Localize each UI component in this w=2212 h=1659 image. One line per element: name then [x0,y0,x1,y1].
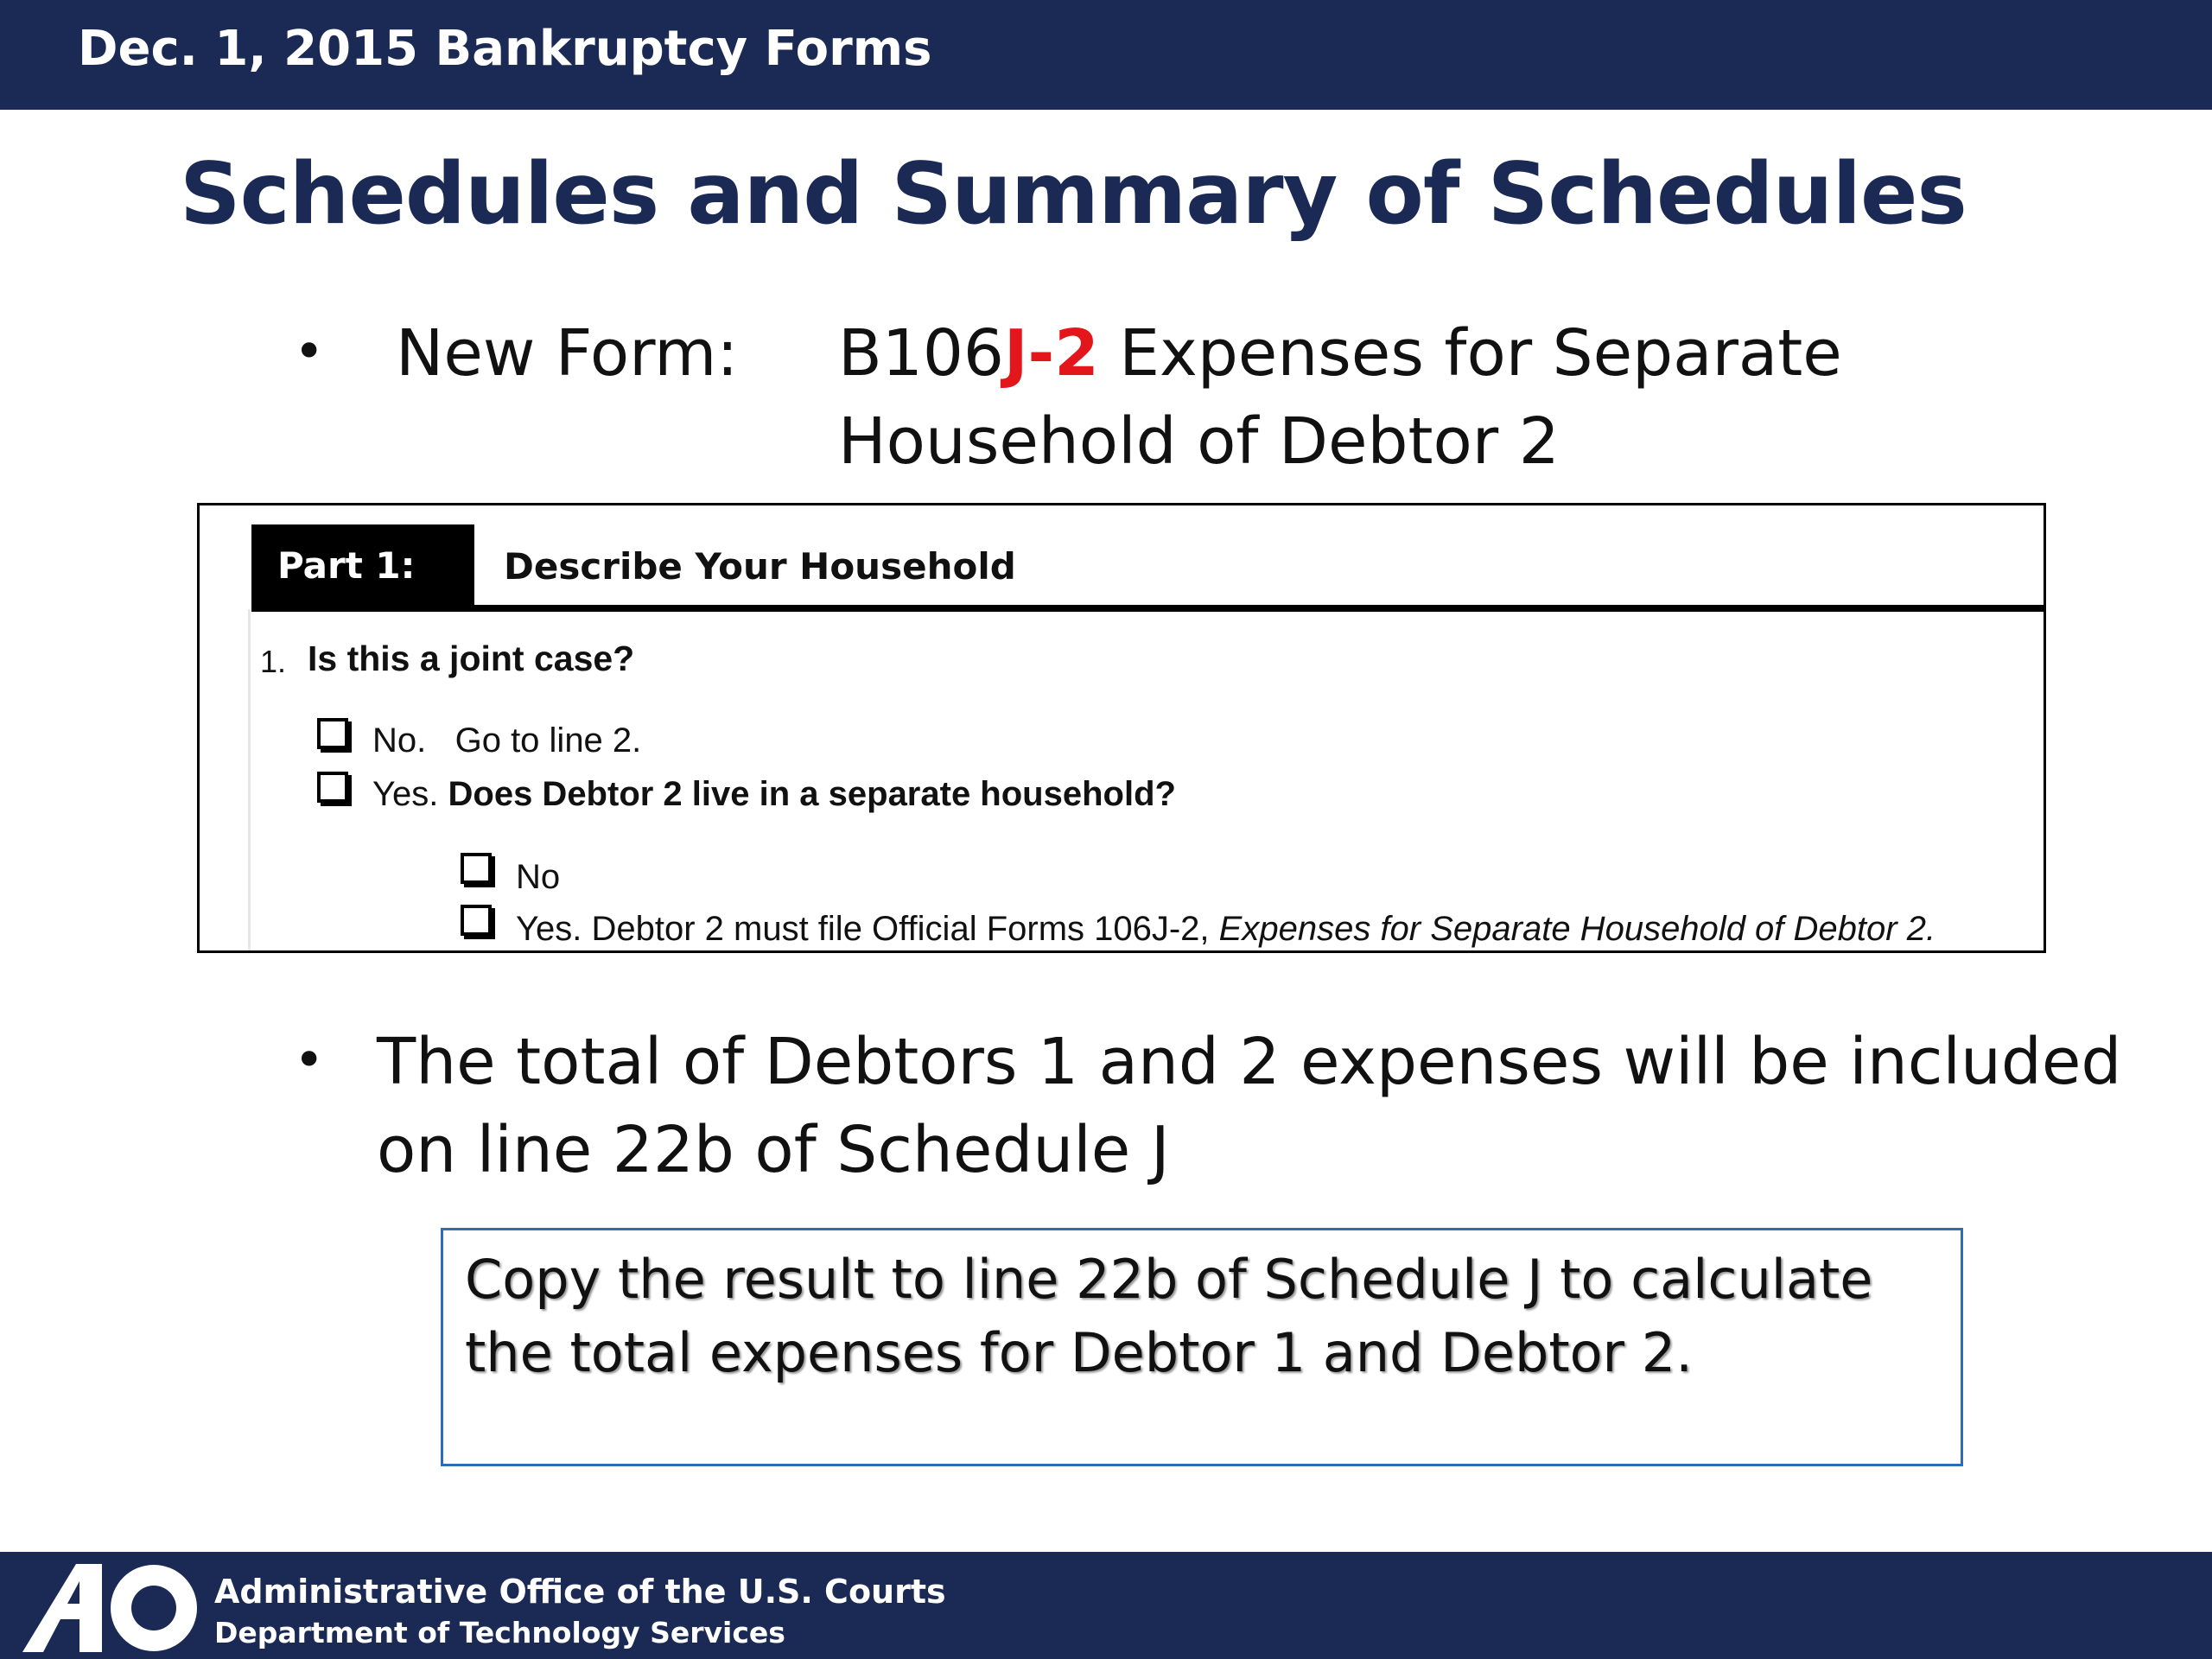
option-yes [372,775,1176,814]
slide-title: Schedules and Summary of Schedules [180,145,1967,244]
footer-org-line1: Administrative Office of the U.S. Courts [214,1573,946,1611]
sub-option-yes [516,910,1936,949]
part-label: Part 1: [251,524,474,607]
option-yes-question: Does Debtor 2 live in a separate household? [448,775,1176,813]
new-form-title-line2: Household of Debtor 2 [838,404,1560,479]
sub-option-yes-italic: Expenses for Separate Household of Debtor 2. [1218,910,1936,948]
checkbox-yes[interactable] [317,772,348,803]
checkbox-no[interactable] [317,718,348,749]
sub-option-no: No [516,858,561,896]
top-banner [0,0,2212,110]
sub-option-yes-text: Yes. Debtor 2 must file Official Forms 106J-2, [516,910,1219,948]
form-name-line1: Expenses for Separate [1098,316,1842,391]
form-code-highlight: J-2 [1004,316,1099,391]
option-yes-label: Yes. [372,775,439,813]
bullet-dot: • [294,321,325,382]
footer-org-line2: Department of Technology Services [214,1616,785,1649]
new-form-label: New Form: [396,316,739,391]
callout-box [441,1228,1963,1466]
form-excerpt [197,503,2046,953]
checkbox-sub-yes[interactable] [461,905,492,936]
new-form-title-line1 [838,316,1842,391]
total-bullet-line2: on line 22b of Schedule J [377,1113,1170,1187]
option-no-label: No. [372,721,427,760]
part-divider [251,605,2046,612]
question-text: Is this a joint case? [308,639,635,678]
option-no-text: Go to line 2. [454,721,642,760]
ao-logo [16,1559,206,1654]
callout-text: Copy the result to line 22b of Schedule J to calculate the total expenses for Debtor 1 and Debtor 2. [465,1248,1873,1384]
option-no [372,721,641,760]
footer [0,1552,2212,1659]
total-bullet-line1: The total of Debtors 1 and 2 expenses will be included [377,1025,2122,1099]
checkbox-sub-no[interactable] [461,853,492,884]
form-code-prefix: B106 [838,316,1005,391]
banner-text: Dec. 1, 2015 Bankruptcy Forms [78,21,932,77]
bullet-dot: • [294,1030,325,1090]
part-title: Describe Your Household [504,545,1016,588]
form-left-rule [248,609,251,953]
question-number: 1. [260,644,287,679]
